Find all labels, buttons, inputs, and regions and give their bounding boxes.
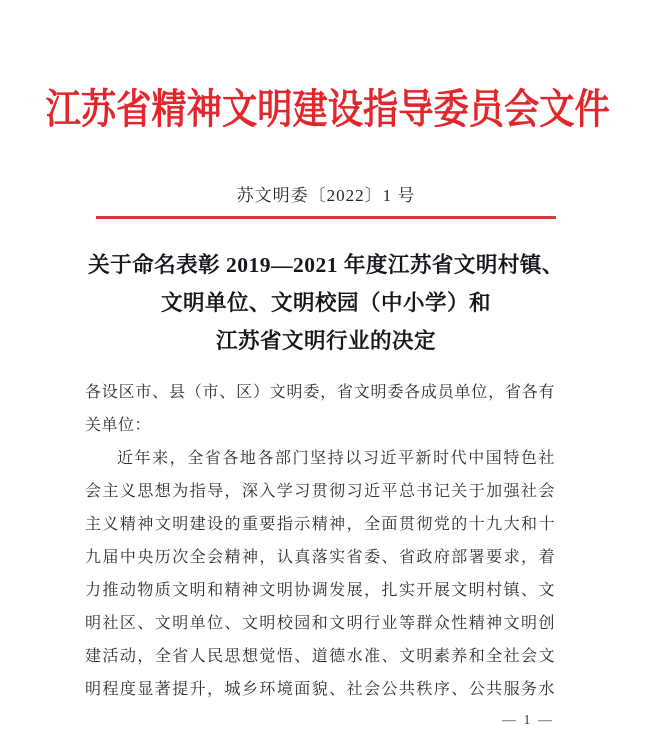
body-text-line: 九届中央历次全会精神，认真落实省委、省政府部署要求，着 [85, 549, 555, 566]
document-title-line: 关于命名表彰 2019—2021 年度江苏省文明村镇、 [88, 253, 564, 277]
body-text-line: 明程度显著提升，城乡环境面貌、社会公共秩序、公共服务水 [85, 681, 555, 698]
document-number: 苏文明委〔2022〕1 号 [236, 186, 416, 205]
red-divider-line [96, 216, 556, 219]
agency-header-title: 江苏省精神文明建设指导委员会文件 [45, 86, 610, 132]
body-text-line: 建活动，全省人民思想觉悟、道德水准、文明素养和全社会文 [85, 648, 555, 665]
document-body [85, 376, 555, 706]
body-text-line: 会主义思想为指导，深入学习贯彻习近平总书记关于加强社会 [85, 483, 555, 500]
body-text-line: 力推动物质文明和精神文明协调发展，扎实开展文明村镇、文 [85, 582, 555, 599]
document-title-line: 文明单位、文明校园（中小学）和 [160, 291, 491, 315]
body-text-line: 近年来，全省各地各部门坚持以习近平新时代中国特色社 [117, 450, 555, 467]
body-text-line: 关单位： [85, 417, 152, 434]
document-title-line: 江苏省文明行业的决定 [215, 329, 436, 353]
body-text-line: 明社区、文明单位、文明校园和文明行业等群众性精神文明创 [85, 615, 555, 632]
body-text-line: 主义精神文明建设的重要指示精神，全面贯彻党的十九大和十 [85, 516, 555, 533]
body-text-line: 各设区市、县（市、区）文明委，省文明委各成员单位，省各有 [85, 384, 555, 401]
page-number: — 1 — [502, 713, 554, 728]
document-title [0, 246, 652, 360]
